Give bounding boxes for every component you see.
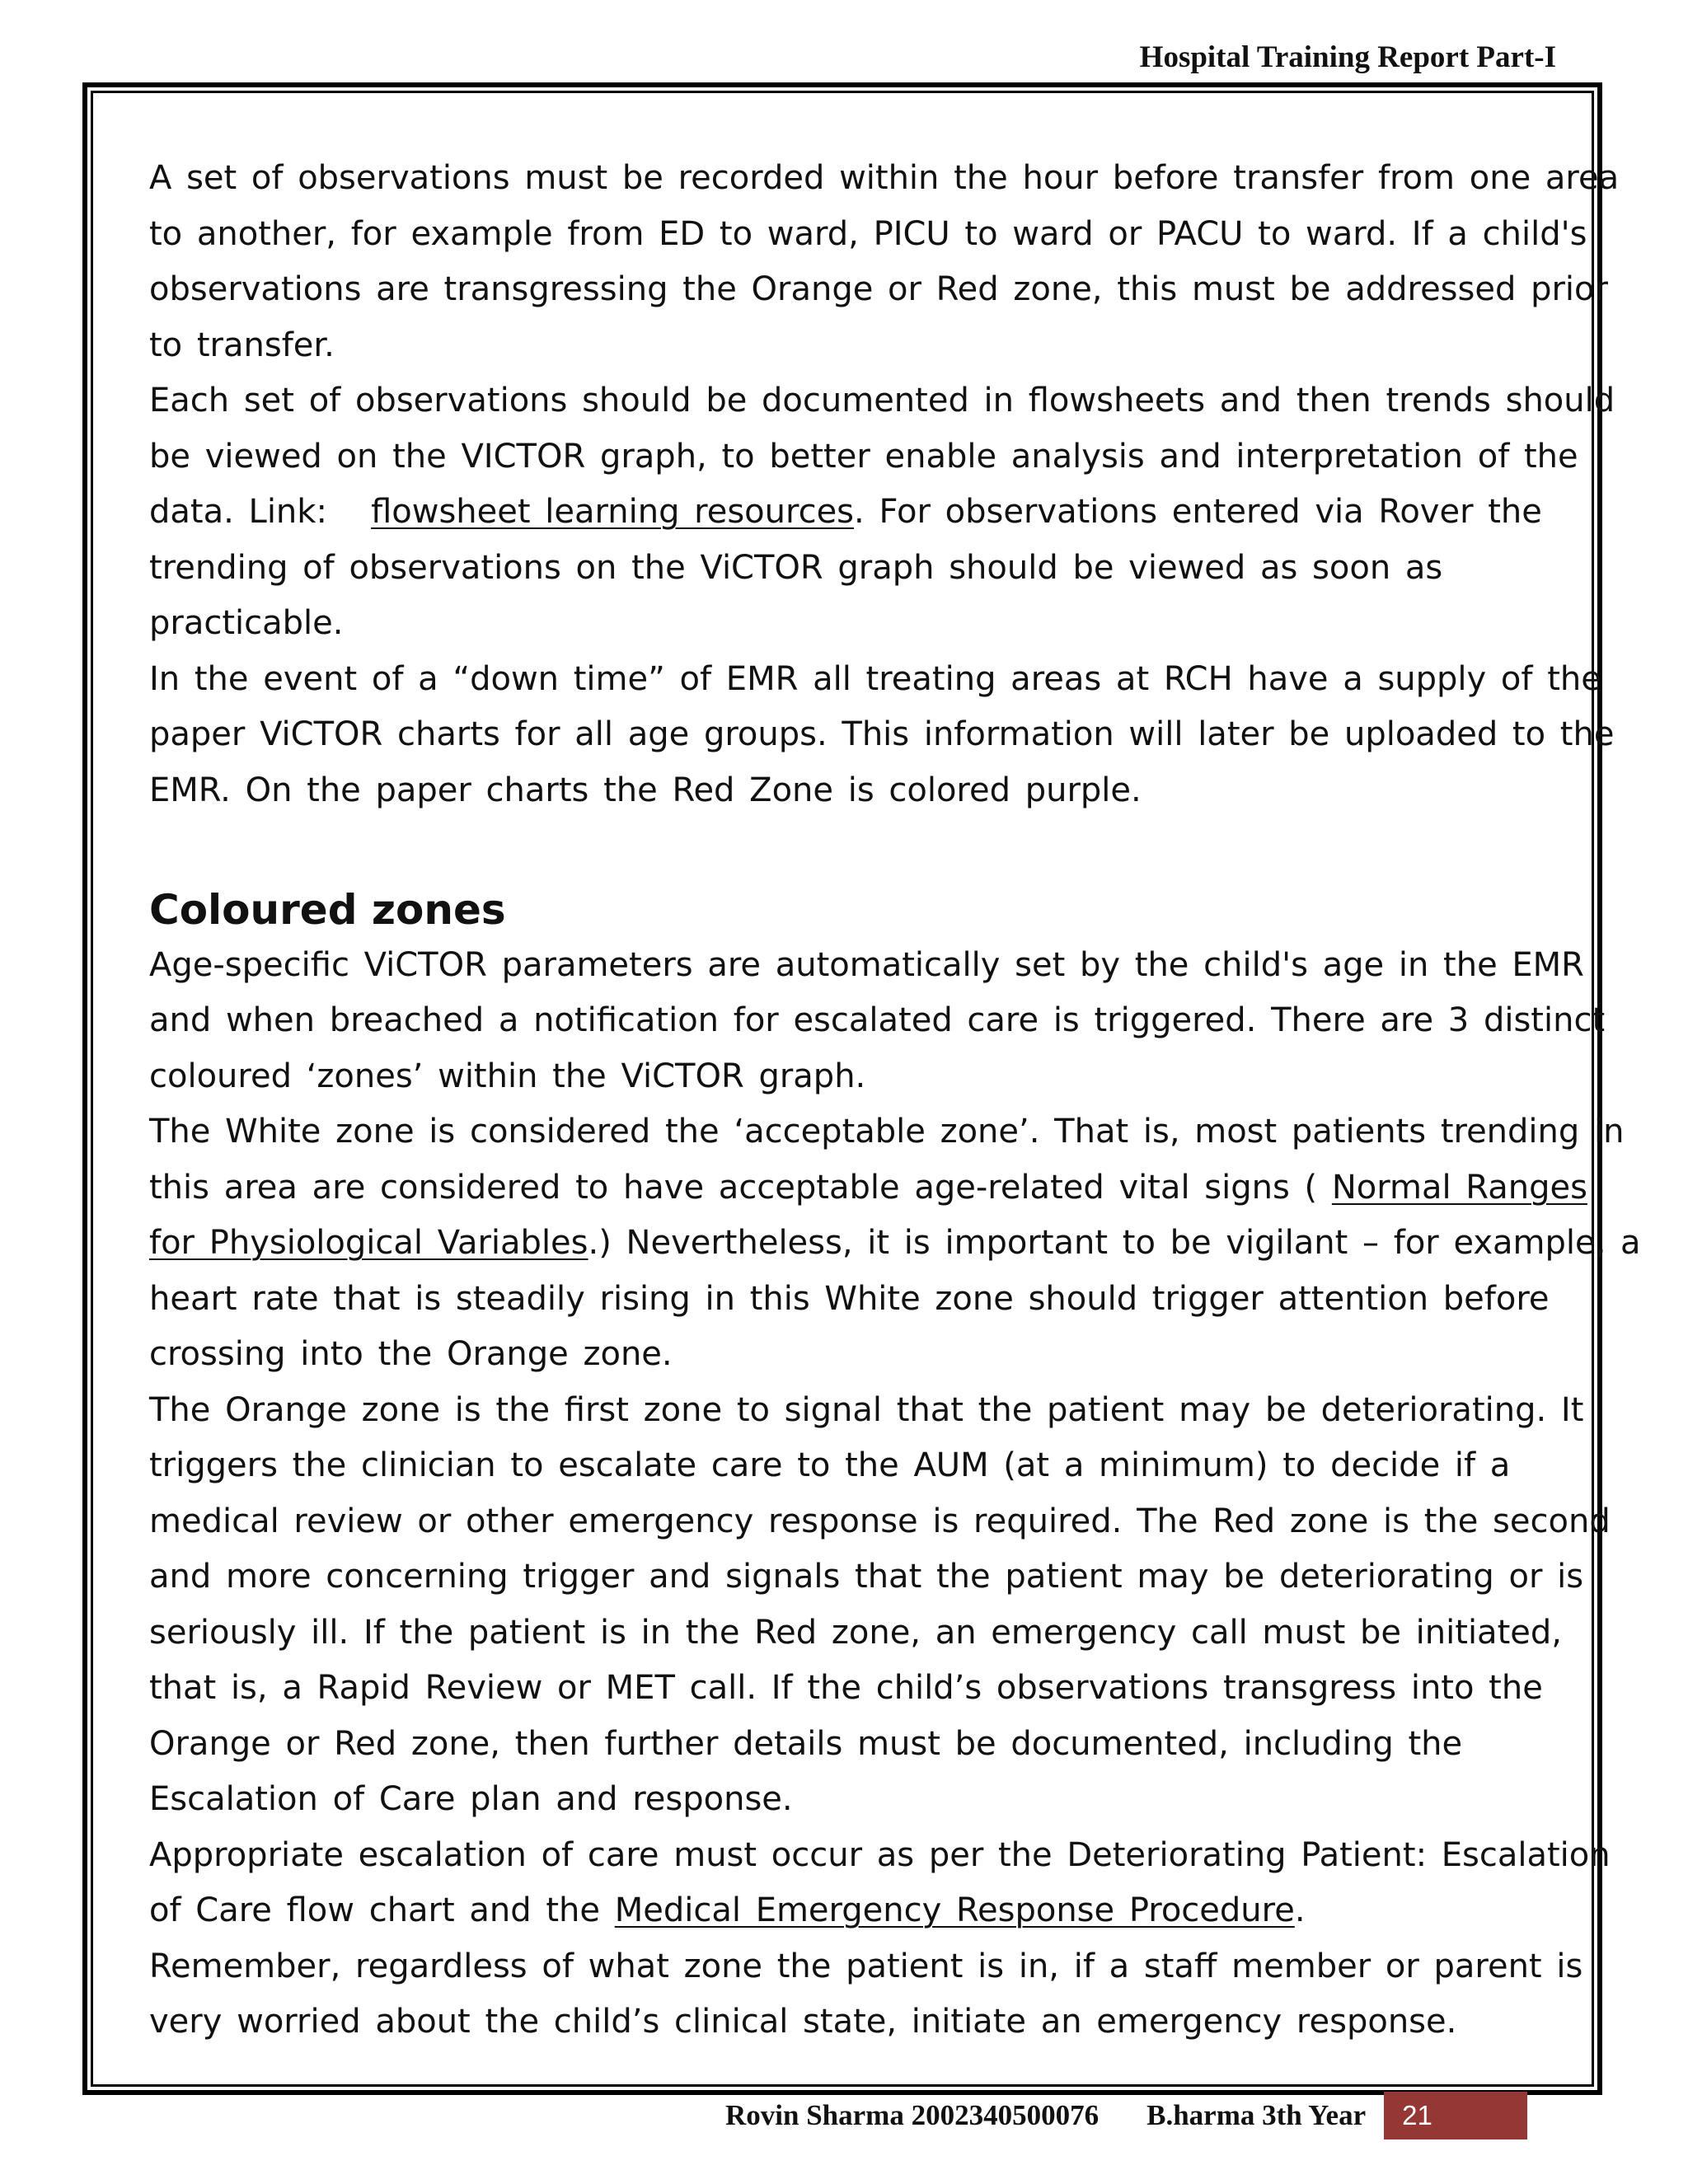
text-line: The Orange zone is the first zone to signal that the patient may be deteriorating. It bbox=[149, 1390, 1584, 1429]
text-line: and more concerning trigger and signals that the patient may be deteriorating or is bbox=[149, 1558, 1584, 1596]
section-heading-coloured-zones: Coloured zones bbox=[149, 885, 506, 934]
text-line: Remember, regardless of what zone the patient is in, if a staff member or parent is bbox=[149, 1947, 1583, 1985]
text-line: medical review or other emergency response is required. The Red zone is the second bbox=[149, 1502, 1611, 1540]
text-line: trending of observations on the ViCTOR graph should be viewed as soon as bbox=[149, 548, 1443, 587]
link-suffix-text: . bbox=[1294, 1891, 1306, 1929]
running-header: Hospital Training Report Part-I bbox=[1139, 40, 1556, 74]
text-line: to another, for example from ED to ward, PICU to ward or PACU to ward. If a child's bbox=[149, 214, 1587, 253]
paragraph-flowsheets bbox=[149, 376, 1615, 654]
medical-emergency-response-procedure-link[interactable]: Medical Emergency Response Procedure bbox=[614, 1891, 1295, 1929]
text-line: very worried about the child’s clinical state, initiate an emergency response. bbox=[149, 2003, 1457, 2041]
link-prefix-text: data. Link: bbox=[149, 493, 327, 531]
text-line: that is, a Rapid Review or MET call. If the child’s observations transgress into the bbox=[149, 1669, 1543, 1707]
paragraph-white-zone bbox=[149, 1107, 1641, 1385]
text-line: practicable. bbox=[149, 604, 344, 642]
text-line: observations are transgressing the Orange or Red zone, this must be addressed prior bbox=[149, 270, 1608, 308]
footer-author: Rovin Sharma 2002340500076 bbox=[725, 2099, 1100, 2131]
paragraph-gap bbox=[149, 821, 1546, 877]
text-line: seriously ill. If the patient is in the Red zone, an emergency call must be initiated, bbox=[149, 1613, 1562, 1652]
text-line: EMR. On the paper charts the Red Zone is colored purple. bbox=[149, 771, 1142, 809]
page-footer bbox=[725, 2092, 1527, 2139]
document-body bbox=[149, 153, 1641, 2053]
text-line: to transfer. bbox=[149, 326, 335, 364]
text-line: triggers the clinician to escalate care to the AUM (at a minimum) to decide if a bbox=[149, 1446, 1511, 1484]
text-line: Each set of observations should be documented in flowsheets and then trends should bbox=[149, 382, 1615, 419]
page-number-badge: 21 bbox=[1384, 2092, 1527, 2139]
text-line bbox=[149, 1886, 1546, 1942]
paragraph-remember bbox=[149, 1942, 1583, 2053]
text-line: In the event of a “down time” of EMR all treating areas at RCH have a supply of the bbox=[149, 659, 1601, 698]
text-line: and when breached a notification for escalated care is triggered. There are 3 distinct bbox=[149, 1001, 1606, 1039]
text-line: Appropriate escalation of care must occur as per the Deteriorating Patient: Escalation bbox=[149, 1835, 1611, 1874]
paragraph-down-time bbox=[149, 654, 1615, 822]
flowsheet-learning-resources-link[interactable]: flowsheet learning resources bbox=[371, 493, 855, 531]
paragraph-transfer-observations bbox=[149, 153, 1620, 376]
text-line: paper ViCTOR charts for all age groups. This information will later be uploaded to the bbox=[149, 715, 1615, 753]
text-line: heart rate that is steadily rising in this White zone should trigger attention before bbox=[149, 1279, 1550, 1318]
link-prefix-text: this area are considered to have acceptable age-related vital signs ( bbox=[149, 1168, 1318, 1207]
link-suffix-text: .) Nevertheless, it is important to be vigilant – for example, a bbox=[588, 1224, 1641, 1262]
text-line: coloured ‘zones’ within the ViCTOR graph. bbox=[149, 1057, 866, 1095]
text-line: Orange or Red zone, then further details must be documented, including the bbox=[149, 1724, 1463, 1763]
link-prefix-text: of Care flow chart and the bbox=[149, 1891, 601, 1929]
footer-course: B.harma 3th Year bbox=[1146, 2099, 1367, 2131]
normal-ranges-link[interactable]: Normal Ranges bbox=[1331, 1168, 1587, 1207]
text-line bbox=[149, 1218, 1641, 1274]
text-line: A set of observations must be recorded within the hour before transfer from one area bbox=[149, 159, 1620, 197]
text-line bbox=[149, 487, 1546, 543]
text-line: be viewed on the VICTOR graph, to better enable analysis and interpretation of the bbox=[149, 437, 1578, 476]
text-line bbox=[149, 1163, 1587, 1219]
text-line: The White zone is considered the ‘acceptable zone’. That is, most patients trending in bbox=[149, 1113, 1625, 1151]
link-suffix-text: . For observations entered via Rover the bbox=[854, 493, 1542, 531]
paragraph-escalation bbox=[149, 1830, 1611, 1942]
paragraph-age-specific bbox=[149, 940, 1606, 1108]
text-line: crossing into the Orange zone. bbox=[149, 1335, 673, 1373]
physiological-variables-link[interactable]: for Physiological Variables bbox=[149, 1224, 588, 1262]
text-line: Escalation of Care plan and response. bbox=[149, 1780, 793, 1818]
paragraph-orange-red-zone bbox=[149, 1385, 1611, 1830]
text-line: Age-specific ViCTOR parameters are automatically set by the child's age in the EMR bbox=[149, 945, 1584, 984]
